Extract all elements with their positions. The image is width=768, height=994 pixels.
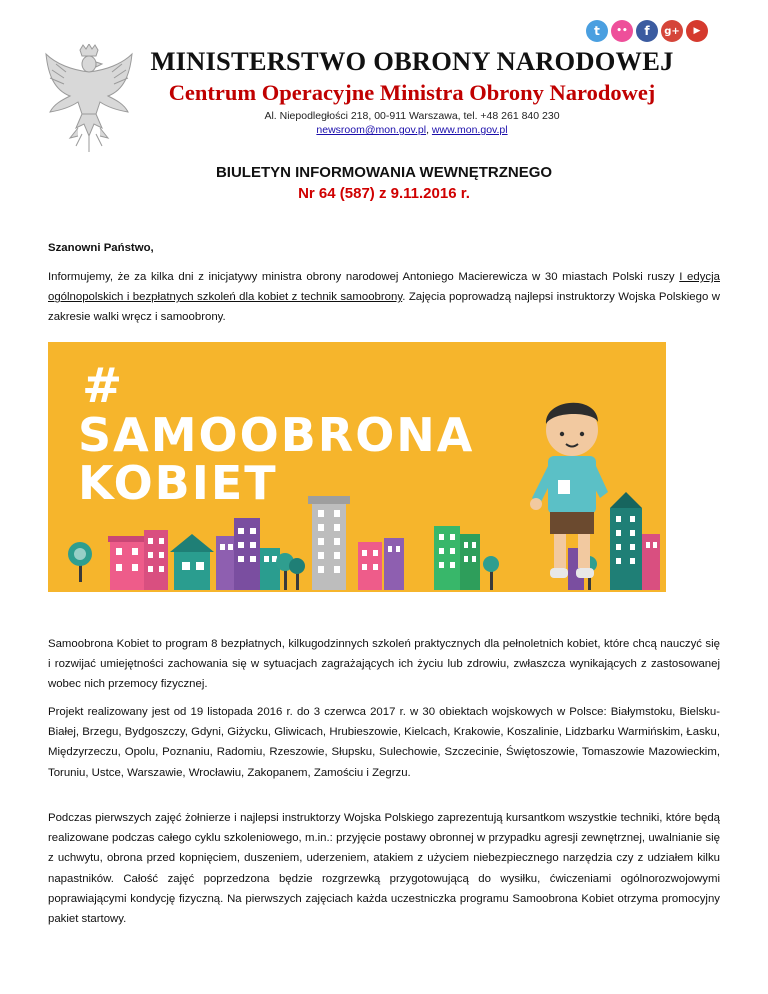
- intro-text-start: Informujemy, że za kilka dni z inicjatywy ministra obrony narodowej Antoniego Macierewicza w 30 miastach Polski ruszy: [48, 271, 680, 283]
- banner-headline-line1: SAMOOBRONA: [78, 408, 475, 462]
- website-link[interactable]: www.mon.gov.pl: [431, 124, 508, 136]
- ministry-title: MINISTERSTWO OBRONY NARODOWEJ: [150, 46, 674, 76]
- email-link[interactable]: newsroom@mon.gov.pl: [316, 124, 427, 136]
- locations-paragraph: Projekt realizowany jest od 19 listopada 2016 r. do 3 czerwca 2017 r. w 30 obiektach wojskowych w Polsce: Białymstoku, Bielsku-Białej, Brzegu, Bydgoszczy, Gdyni, Giżycku, Gliwicach, Hrubieszowie, Kielcach, Krakowie, Koszalinie, Lidzbarku Warmińskim, Łasku, Międzyrzeczu, Opolu, Poznaniu, Radomiu, Rzeszowie, Słupsku, Sulechowie, Szczecinie, Świętoszowie, Tomaszowie Mazowieckim, Toruniu, Ustce, Warszawie, Wrocławiu, Zakopanem, Zamościu i Zegrzu.: [48, 706, 720, 779]
- link-separator: ,: [426, 124, 432, 136]
- intro-text-end: . Zajęcia poprowadzą najlepsi instruktorzy Wojska Polskiego w zakresie walki wręcz i samoobrony.: [48, 291, 720, 324]
- bulletin-title: BIULETYN INFORMOWANIA WEWNĘTRZNEGO: [215, 164, 553, 181]
- banner-headline-line2: KOBIET: [78, 456, 278, 510]
- intro-underlined-text: I edycja ogólnopolskich i bezpłatnych szkoleń dla kobiet z technik samoobrony: [48, 271, 720, 304]
- samoobrona-banner: [48, 342, 666, 592]
- operations-center-subtitle: Centrum Operacyjne Ministra Obrony Narodowej: [168, 80, 656, 105]
- facebook-icon[interactable]: f: [636, 20, 658, 42]
- banner-hashtag: #: [82, 358, 123, 414]
- flickr-icon[interactable]: ••: [611, 20, 633, 42]
- social-links: [586, 20, 708, 42]
- greeting: Szanowni Państwo,: [48, 242, 154, 254]
- twitter-icon[interactable]: t: [586, 20, 608, 42]
- training-paragraph: Podczas pierwszych zajęć żołnierze i najlepsi instruktorzy Wojska Polskiego zaprezentują kursantkom wszystkie techniki, które będą realizowane podczas całego cyklu szkoleniowego, m.in.: przyjęcie postawy obronnej w przypadku agresji zewnętrznej, uwalnianie się z uchwytu, obrona przed kopnięciem, duszeniem, uderzeniem, atakiem z użyciem niebezpiecznego narzędzia czy z udziałem kilku napastników. Całość zajęć poprzedzona będzie rozgrzewką przygotowującą do wysiłku, ćwiczeniami ogólnorozwojowymi poprawiającymi kondycję fizyczną. Na pierwszych zajęciach każda uczestniczka programu Samoobrona Kobiet otrzyma promocyjny pakiet startowy.: [48, 812, 720, 926]
- google-plus-icon[interactable]: g+: [661, 20, 683, 42]
- youtube-icon[interactable]: ▶: [686, 20, 708, 42]
- contact-links: [0, 124, 768, 136]
- address-line: Al. Niepodległości 218, 00-911 Warszawa, tel. +48 261 840 230: [264, 110, 560, 122]
- intro-paragraph: [48, 267, 720, 328]
- program-paragraph: Samoobrona Kobiet to program 8 bezpłatnych, kilkugodzinnych szkoleń praktycznych dla pełnoletnich kobiet, które chcą nauczyć się i rozwijać umiejętności zachowania się w sytuacjach zagrażających ich życiu lub zdrowiu, zwłaszcza wynikających z zastosowanej wobec nich przemocy fizycznej.: [48, 638, 720, 691]
- bulletin-number: Nr 64 (587) z 9.11.2016 r.: [298, 185, 470, 202]
